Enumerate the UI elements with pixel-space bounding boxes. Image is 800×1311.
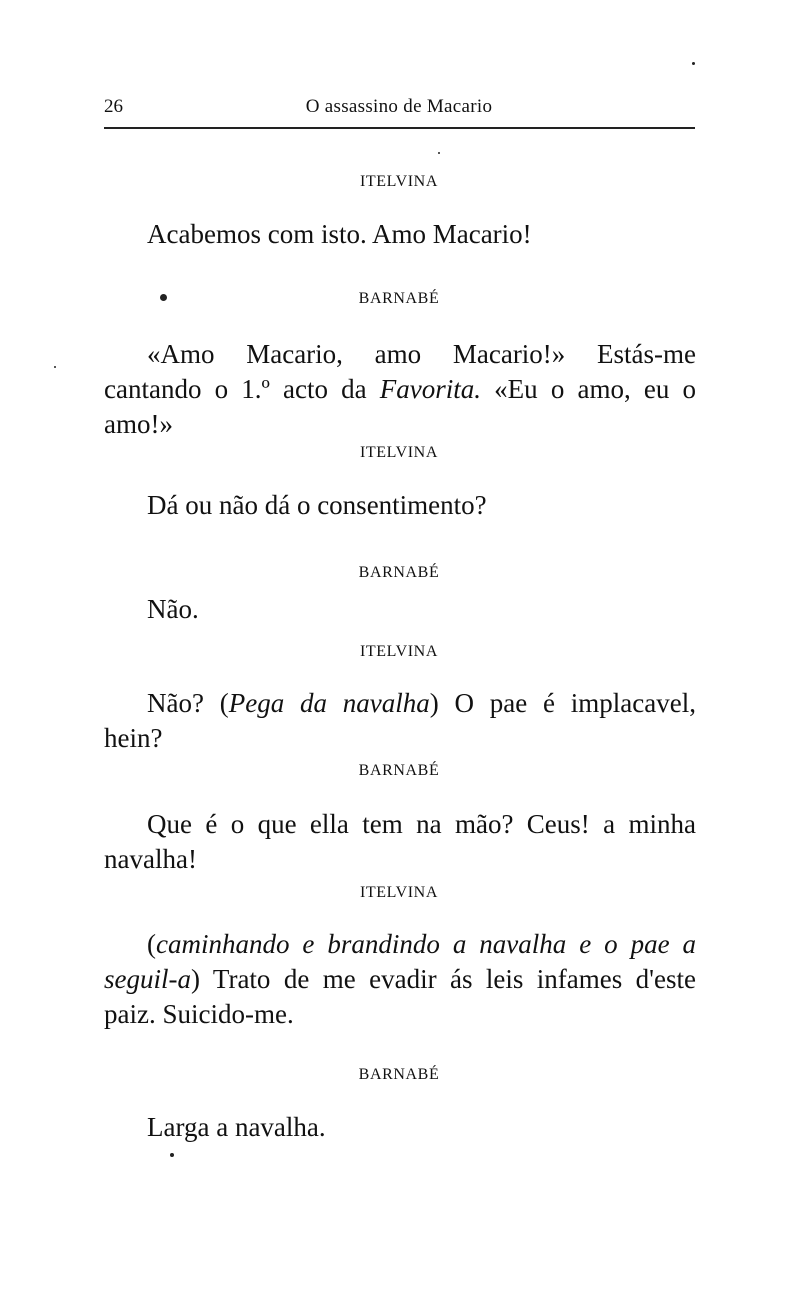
page-number: 26 <box>104 96 123 117</box>
dialogue-line <box>104 686 696 756</box>
dialogue-text: ) O pae é implacavel, hein? <box>104 688 696 753</box>
dialogue-line: Que é o que ella tem na mão? Ceus! a minha navalha! <box>104 809 696 874</box>
stage-direction: caminhando e brandindo a navalha e o pae a seguil-a <box>104 929 696 994</box>
speaker-label: BARNABÉ <box>358 1066 440 1083</box>
speaker-label: ITELVINA <box>360 444 438 461</box>
speaker-label: BARNABÉ <box>358 564 440 581</box>
stage-direction: Pega da navalha <box>228 688 430 718</box>
dialogue-line: Não. <box>147 594 199 624</box>
speaker-label: ITELVINA <box>360 643 438 660</box>
scan-speck <box>692 62 695 65</box>
speaker-label: BARNABÉ <box>358 290 440 307</box>
dialogue-line: Dá ou não dá o consentimento? <box>147 490 487 520</box>
page-header <box>104 92 694 120</box>
dialogue-line: Acabemos com isto. Amo Macario! <box>147 219 532 249</box>
running-title: O assassino de Macario <box>305 96 493 117</box>
speaker-label: ITELVINA <box>360 173 438 190</box>
dialogue-line: Larga a navalha. <box>147 1112 326 1142</box>
dialogue-line <box>104 337 696 442</box>
scan-speck <box>54 366 56 368</box>
scan-speck <box>438 152 440 154</box>
speaker-label: ITELVINA <box>360 884 438 901</box>
dialogue-text: «Amo Macario, amo Macario!» Estás-me cantando o 1.º acto da <box>104 339 696 404</box>
dialogue-line <box>104 927 696 1032</box>
speaker-label: BARNABÉ <box>358 762 440 779</box>
dialogue-text: ( <box>147 929 156 959</box>
dialogue-text: «Eu o amo, eu o amo!» <box>104 374 696 439</box>
dialogue-italic: Favorita. <box>379 374 482 404</box>
dialogue-text: Não? ( <box>147 688 229 718</box>
scan-speck <box>160 294 167 301</box>
header-rule <box>104 127 695 129</box>
scan-speck <box>170 1153 174 1157</box>
dialogue-text: ) Trato de me evadir ás leis infames d'este paiz. Suicido-me. <box>104 964 696 1029</box>
